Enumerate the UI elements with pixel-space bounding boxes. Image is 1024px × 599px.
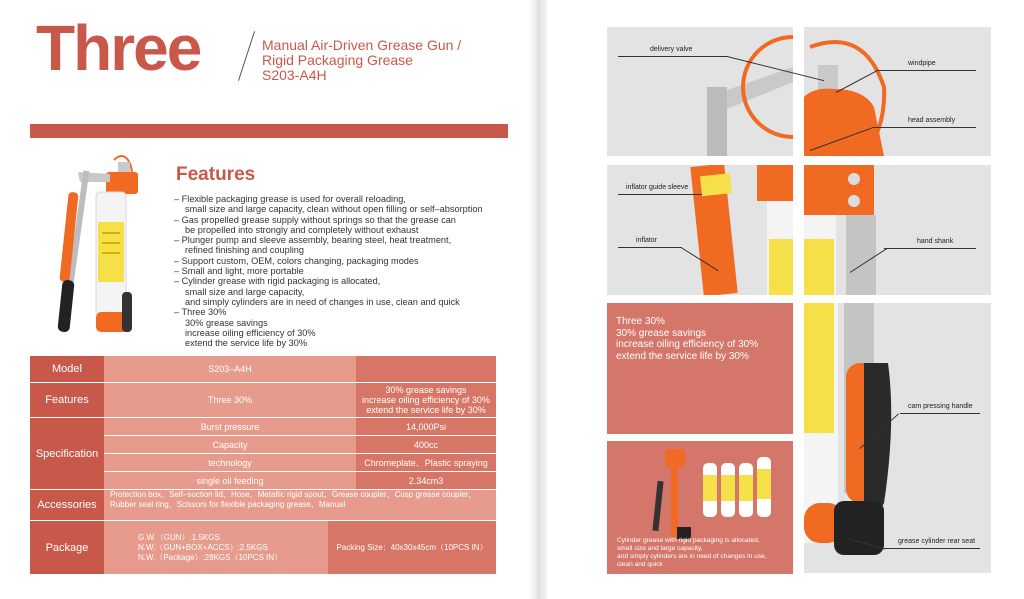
features-detail bbox=[356, 383, 496, 417]
package-label: Package bbox=[30, 521, 104, 574]
callout-head-assembly: head assembly bbox=[908, 117, 956, 124]
burst-pressure-value: 14,000Psi bbox=[356, 418, 496, 435]
head-assembly-icon bbox=[804, 27, 991, 156]
callout-line bbox=[618, 194, 702, 195]
features-list bbox=[174, 194, 519, 348]
hand-shank-icon bbox=[804, 165, 991, 295]
accessories-value bbox=[104, 490, 496, 520]
technology-label: technology bbox=[104, 454, 356, 471]
list-item: refined finishing and coupling bbox=[185, 245, 305, 256]
accessories-label: Accessories bbox=[30, 490, 104, 520]
accessories-line: Rubber seal ring、Scissors for flexible packaging grease、Manual bbox=[110, 500, 346, 509]
package-weights bbox=[104, 521, 328, 574]
list-item: – Three 30% bbox=[174, 307, 227, 318]
subtitle-line: Manual Air-Driven Grease Gun / bbox=[262, 37, 462, 53]
callout-line bbox=[872, 127, 976, 128]
callout-line bbox=[876, 70, 976, 71]
subtitle-line: Rigid Packaging Grease bbox=[262, 52, 413, 68]
oil-feeding-value: 2.34cm3 bbox=[356, 472, 496, 489]
features-heading: Features bbox=[176, 164, 256, 185]
features-value: Three 30% bbox=[104, 383, 356, 417]
callout-hand-shank: hand shank bbox=[917, 238, 954, 245]
title-divider bbox=[238, 31, 255, 81]
list-item: – Flexible packaging grease is used for overall reloading, bbox=[174, 194, 406, 204]
grease-gun-image bbox=[52, 152, 152, 342]
list-item: and simply cylinders are in need of changes in use, clean and quick bbox=[185, 296, 460, 307]
callout-windpipe: windpipe bbox=[908, 60, 936, 67]
list-item: extend the service life by 30% bbox=[185, 338, 308, 349]
package-nw-package: N.W.（Package）:28KGS（10PCS IN） bbox=[138, 552, 283, 562]
specification-label: Specification bbox=[30, 418, 104, 489]
caption-line: clean and quick bbox=[617, 561, 663, 568]
list-item: – Small and light, more portable bbox=[174, 266, 304, 277]
photo-panel-head bbox=[607, 27, 793, 156]
callout-grease-cylinder-rear-seat: grease cylinder rear seat bbox=[898, 538, 976, 545]
technology-value: Chromeplate、Plastic spraying bbox=[356, 454, 496, 471]
red-panel-text bbox=[616, 316, 758, 362]
features-detail-line: extend the service life by 30% bbox=[366, 405, 486, 415]
grease-gun-head-icon bbox=[607, 27, 793, 156]
list-item: increase oiling efficiency of 30% bbox=[185, 327, 316, 338]
callout-delivery-valve: delivery valve bbox=[650, 46, 693, 53]
package-nw-gun: N.W.（GUN+BOX+ACCS）:2.5KGS bbox=[138, 542, 268, 552]
grease-gun-icon bbox=[52, 152, 152, 342]
cylinders-caption bbox=[617, 537, 793, 569]
product-subtitle bbox=[262, 38, 461, 83]
capacity-value: 400cc bbox=[356, 436, 496, 453]
header-red-bar bbox=[30, 124, 508, 138]
list-item: be propelled into strongly and completely without exhaust bbox=[185, 224, 419, 235]
features-detail-line: increase oiling efficiency of 30% bbox=[362, 395, 490, 405]
caption-line: and simply cylinders are in need of changes in use, bbox=[617, 553, 767, 560]
red-panel-line: Three 30% bbox=[616, 316, 665, 327]
subtitle-line: S203-A4H bbox=[262, 67, 327, 83]
cam-handle-icon bbox=[804, 303, 991, 573]
list-item: – Gas propelled grease supply without springs so that the grease can bbox=[174, 214, 456, 225]
callout-line bbox=[618, 247, 682, 248]
list-item: small size and large capacity, bbox=[185, 286, 305, 297]
package-size: Packing Size：40x30x45cm（10PCS IN） bbox=[328, 521, 496, 574]
callout-line bbox=[884, 248, 976, 249]
caption-line: small size and large capacity, bbox=[617, 545, 703, 552]
oil-feeding-label: single oil feeding bbox=[104, 472, 356, 489]
page-title: Three bbox=[36, 12, 201, 84]
burst-pressure-label: Burst pressure bbox=[104, 418, 356, 435]
capacity-label: Capacity bbox=[104, 436, 356, 453]
photo-panel-shank bbox=[804, 165, 991, 295]
red-panel-line: extend the service life by 30% bbox=[616, 350, 749, 362]
photo-panel-valve bbox=[804, 27, 991, 156]
callout-cam-pressing-handle: cam pressing handle bbox=[908, 403, 973, 410]
red-panel-line: increase oiling efficiency of 30% bbox=[616, 339, 759, 350]
list-item: – Support custom, OEM, colors changing, packaging modes bbox=[174, 255, 419, 266]
photo-panel-handle bbox=[804, 303, 991, 573]
spec-table bbox=[30, 356, 496, 574]
package-gw: G.W.（GUN）:1.5KGS bbox=[138, 532, 220, 542]
list-item: – Plunger pump and sleeve assembly, bearing steel, heat treatment, bbox=[174, 235, 452, 246]
list-item: – Cylinder grease with rigid packaging is allocated, bbox=[174, 276, 381, 287]
callout-inflator-guide-sleeve: inflator guide sleeve bbox=[626, 184, 689, 191]
callout-line bbox=[884, 548, 980, 549]
red-panel-line: 30% grease savings bbox=[616, 327, 707, 339]
list-item: 30% grease savings bbox=[185, 317, 268, 328]
accessories-line: Protection box、Self–suction lid、Hose、Metallic rigid spout、Grease coupler、Cusp grease coupler、 bbox=[110, 490, 477, 499]
model-label: Model bbox=[30, 356, 104, 382]
callout-inflator: inflator bbox=[636, 237, 658, 244]
features-label: Features bbox=[30, 383, 104, 417]
callout-line bbox=[900, 413, 980, 414]
model-extra-cell bbox=[356, 356, 496, 382]
callout-line bbox=[618, 56, 728, 57]
page-fold bbox=[527, 0, 547, 599]
list-item: small size and large capacity, clean without open filling or self–absorption bbox=[185, 204, 483, 215]
caption-line: Cylinder grease with rigid packaging is allocated, bbox=[617, 537, 760, 544]
model-value: S203–A4H bbox=[104, 356, 356, 382]
features-detail-line: 30% grease savings bbox=[385, 385, 467, 395]
